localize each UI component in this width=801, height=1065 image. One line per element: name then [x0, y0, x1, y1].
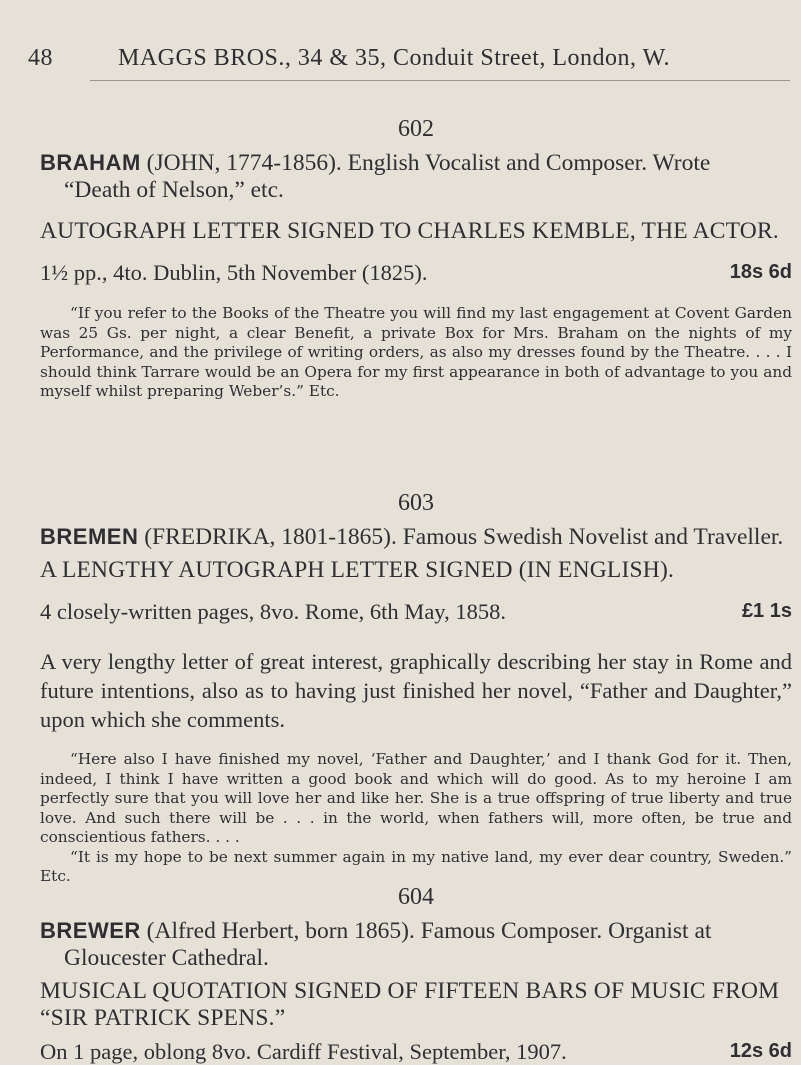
entry-heading	[40, 523, 792, 551]
entry-format	[40, 1038, 792, 1065]
entry-title: MUSICAL QUOTATION SIGNED OF FIFTEEN BARS OF MUSIC FROM “SIR PATRICK SPENS.”	[40, 978, 780, 1031]
header-rule	[90, 80, 790, 81]
entry-heading-text: (FREDRIKA, 1801-1865). Famous Swedish Novelist and Traveller.	[138, 524, 784, 550]
entry-name: BRAHAM	[40, 150, 141, 175]
entry-heading	[40, 149, 792, 204]
entry-heading-line2: Gloucester Cathedral.	[64, 945, 269, 971]
page-number: 48	[28, 45, 53, 71]
entry-name: BREMEN	[40, 524, 139, 549]
running-header	[28, 45, 788, 72]
entry-format-text: 4 closely-written pages, 8vo. Rome, 6th May, 1858.	[40, 599, 506, 624]
entry-price: £1 1s	[741, 600, 792, 622]
entry-heading	[40, 917, 792, 972]
entry-title: AUTOGRAPH LETTER SIGNED TO CHARLES KEMBLE, THE ACTOR.	[40, 218, 779, 244]
entry-format	[40, 598, 792, 625]
entry-quote: “If you refer to the Books of the Theatre you will find my last engagement at Covent Garden was 25 Gs. per night, a clear Benefit, a private Box for Mrs. Braham on the nights of my Performance, and the privilege of writing orders, as also my dresses found by the Theatre. . . . I should think Tarrare would be an Opera for my first appearance in both of advantage to you and myself whilst preparing Weber’s.” Etc.	[40, 304, 792, 400]
entry-title: A LENGTHY AUTOGRAPH LETTER SIGNED (IN ENGLISH).	[40, 557, 675, 583]
lot-number: 602	[398, 116, 434, 142]
entry-format-text: 1½ pp., 4to. Dublin, 5th November (1825).	[40, 260, 428, 285]
lot-number: 604	[398, 884, 434, 910]
entry-602	[40, 116, 792, 402]
entry-name: BREWER	[40, 918, 141, 943]
entry-price: 12s 6d	[729, 1040, 792, 1062]
entry-quote-continued: “It is my hope to be next summer again in my native land, my ever dear country, Sweden.” Etc.	[40, 847, 792, 885]
entry-heading-text: (JOHN, 1774-1856). English Vocalist and Composer. Wrote	[140, 150, 711, 176]
entry-heading-text: (Alfred Herbert, born 1865). Famous Composer. Organist at	[140, 918, 712, 944]
entry-heading-line2: “Death of Nelson,” etc.	[64, 177, 284, 203]
entry-603	[40, 490, 792, 887]
entry-604	[40, 884, 792, 1065]
entry-price: 18s 6d	[729, 261, 792, 283]
entry-description: A very lengthy letter of great interest, graphically describing her stay in Rome and future intentions, also as to having just finished her novel, “Father and Daughter,” upon which she comments.	[40, 649, 792, 732]
entry-format-text: On 1 page, oblong 8vo. Cardiff Festival, September, 1907.	[40, 1039, 567, 1064]
lot-number: 603	[398, 490, 434, 516]
entry-format	[40, 259, 792, 286]
publisher-line: MAGGS BROS., 34 & 35, Conduit Street, London, W.	[118, 45, 671, 71]
entry-quote: “Here also I have finished my novel, ‘Father and Daughter,’ and I thank God for it. Then, indeed, I think I have written a good book and which will do good. As to my heroine I am perfectly sure that you will love her and like her. She is a true offspring of true liberty and true love. And such there will be . . . in the world, when fathers will, more often, be true and conscientious fathers. . . .	[40, 750, 792, 846]
